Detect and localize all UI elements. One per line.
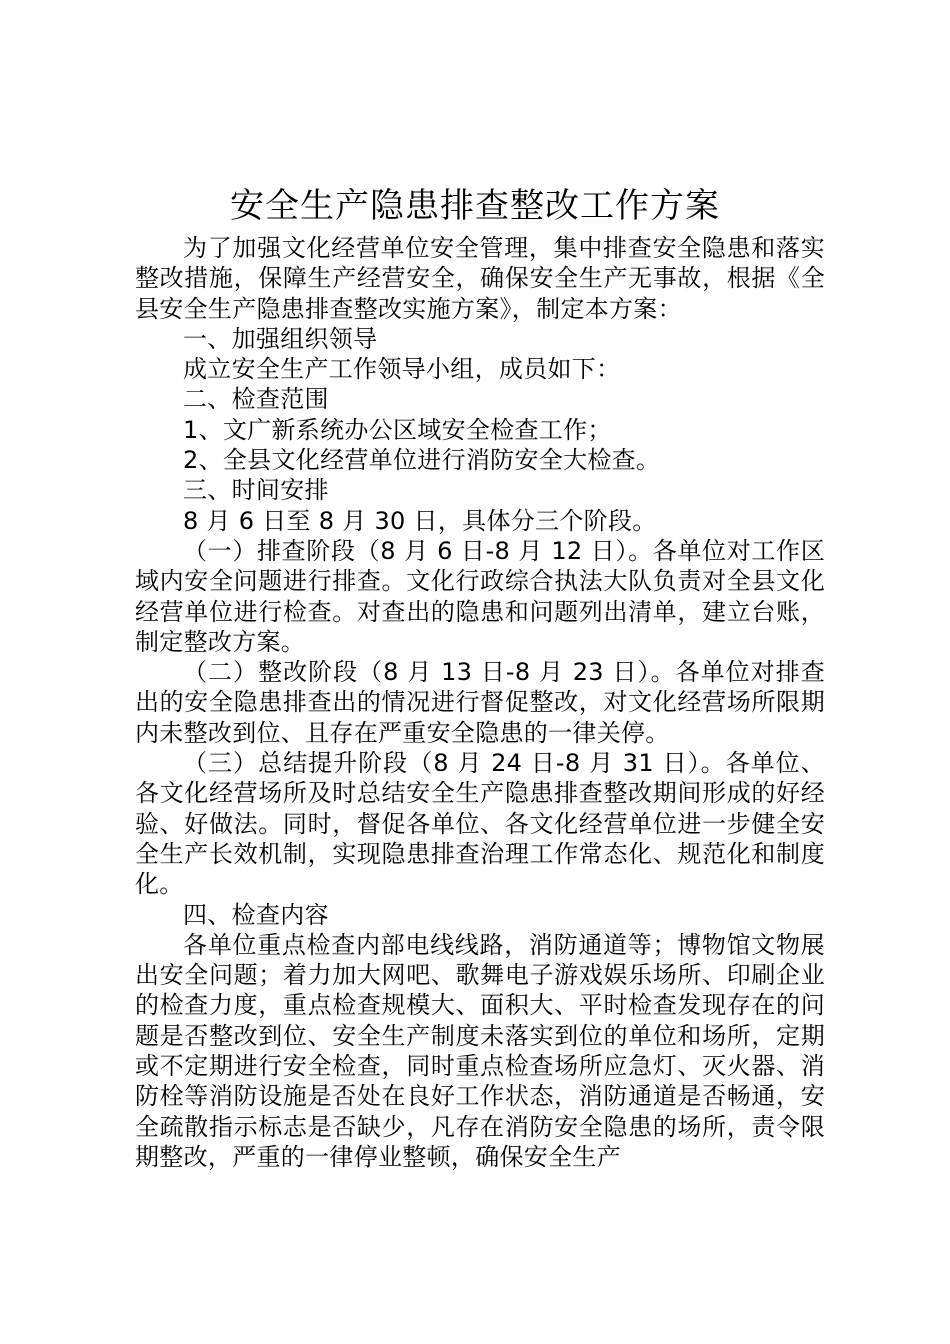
paragraph-stage-2: （二）整改阶段（8 月 13 日-8 月 23 日）。各单位对排查出的安全隐患排查出的情况进行督促整改，对文化经营场所限期内未整改到位、且存在严重安全隐患的一律关停。 — [135, 658, 825, 747]
document-body — [135, 233, 825, 1172]
heading-content: 四、检查内容 — [183, 900, 329, 929]
paragraph-schedule: 8 月 6 日至 8 月 30 日，具体分三个阶段。 — [183, 506, 657, 535]
paragraph-leadership-group: 成立安全生产工作领导小组，成员如下： — [183, 355, 621, 384]
paragraph-stage-3: （三）总结提升阶段（8 月 24 日-8 月 31 日）。各单位、各文化经营场所及时总结安全生产隐患排查整改期间形成的好经验、好做法。同时，督促各单位、各文化经营单位进一步健全安全生产长效机制，实现隐患排查治理工作常态化、规范化和制度化。 — [135, 749, 825, 899]
heading-organization: 一、加强组织领导 — [183, 324, 378, 353]
paragraph-content: 各单位重点检查内部电线线路，消防通道等；博物馆文物展出安全问题；着力加大网吧、歌舞电子游戏娱乐场所、印刷企业的检查力度，重点检查规模大、面积大、平时检查发现存在的问题是否整改到位、安全生产制度未落实到位的单位和场所，定期或不定期进行安全检查，同时重点检查场所应急灯、灭火器、消防栓等消防设施是否处在良好工作状态，消防通道是否畅通，安全疏散指示标志是否缺少，凡存在消防安全隐患的场所，责令限期整改，严重的一律停业整顿，确保安全生产 — [135, 930, 825, 1171]
paragraph-intro: 为了加强文化经营单位安全管理，集中排查安全隐患和落实整改措施，保障生产经营安全，确保安全生产无事故，根据《全县安全生产隐患排查整改实施方案》，制定本方案： — [135, 234, 825, 323]
heading-scope: 二、检查范围 — [183, 385, 329, 414]
paragraph-scope-1: 1、文广新系统办公区域安全检查工作； — [183, 415, 612, 444]
heading-schedule: 三、时间安排 — [183, 476, 329, 505]
paragraph-scope-2: 2、全县文化经营单位进行消防安全大检查。 — [183, 446, 661, 475]
document-title: 安全生产隐患排查整改工作方案 — [230, 186, 720, 226]
paragraph-stage-1: （一）排查阶段（8 月 6 日-8 月 12 日）。各单位对工作区域内安全问题进行排查。文化行政综合执法大队负责对全县文化经营单位进行检查。对查出的隐患和问题列出清单，建立台账，制定整改方案。 — [135, 536, 825, 656]
